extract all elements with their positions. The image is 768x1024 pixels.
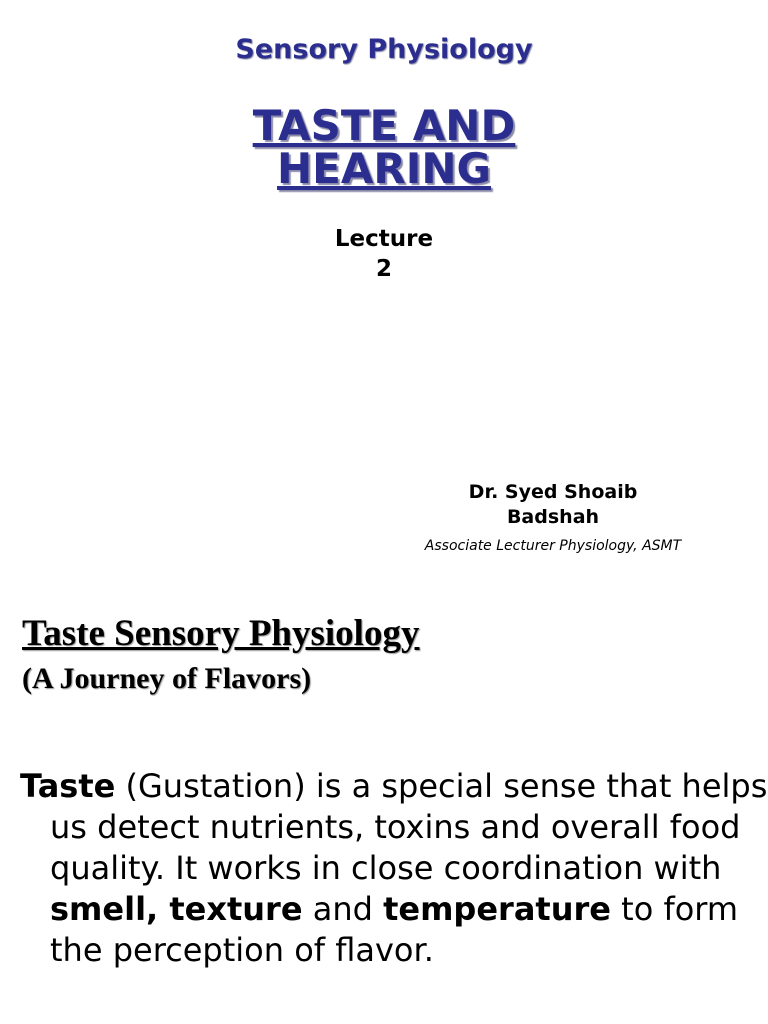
lecture-title-line-2: HEARING [277, 144, 491, 193]
keyword-temperature: temperature [383, 890, 611, 928]
lecture-value: 2 [375, 256, 392, 282]
author-name-line-1: Dr. Syed Shoaib [468, 481, 638, 503]
lecture-label: Lecture [334, 226, 434, 252]
author-name-line-2: Badshah [506, 506, 600, 528]
term-taste: Taste [20, 767, 116, 805]
section-heading: Taste Sensory Physiology [22, 613, 420, 654]
lecture-number [0, 224, 768, 284]
paragraph-text-1: (Gustation) is a special sense that helps us detect nutrients, toxins and overall food quality. It works in close coordination with [50, 767, 768, 887]
lecture-title [0, 101, 768, 193]
section-subheading: (A Journey of Flavors) [22, 662, 312, 695]
author-affiliation: Associate Lecturer Physiology, ASMT [424, 538, 682, 554]
course-title: Sensory Physiology [235, 34, 533, 65]
lecture-title-line-1: TASTE AND [252, 101, 516, 150]
body-paragraph [20, 766, 768, 971]
author-name [338, 480, 768, 530]
paragraph-text-3: to form the perception of flavor. [50, 890, 739, 969]
paragraph-text-2: and [302, 890, 384, 928]
keyword-smell-texture: smell, texture [50, 890, 303, 928]
